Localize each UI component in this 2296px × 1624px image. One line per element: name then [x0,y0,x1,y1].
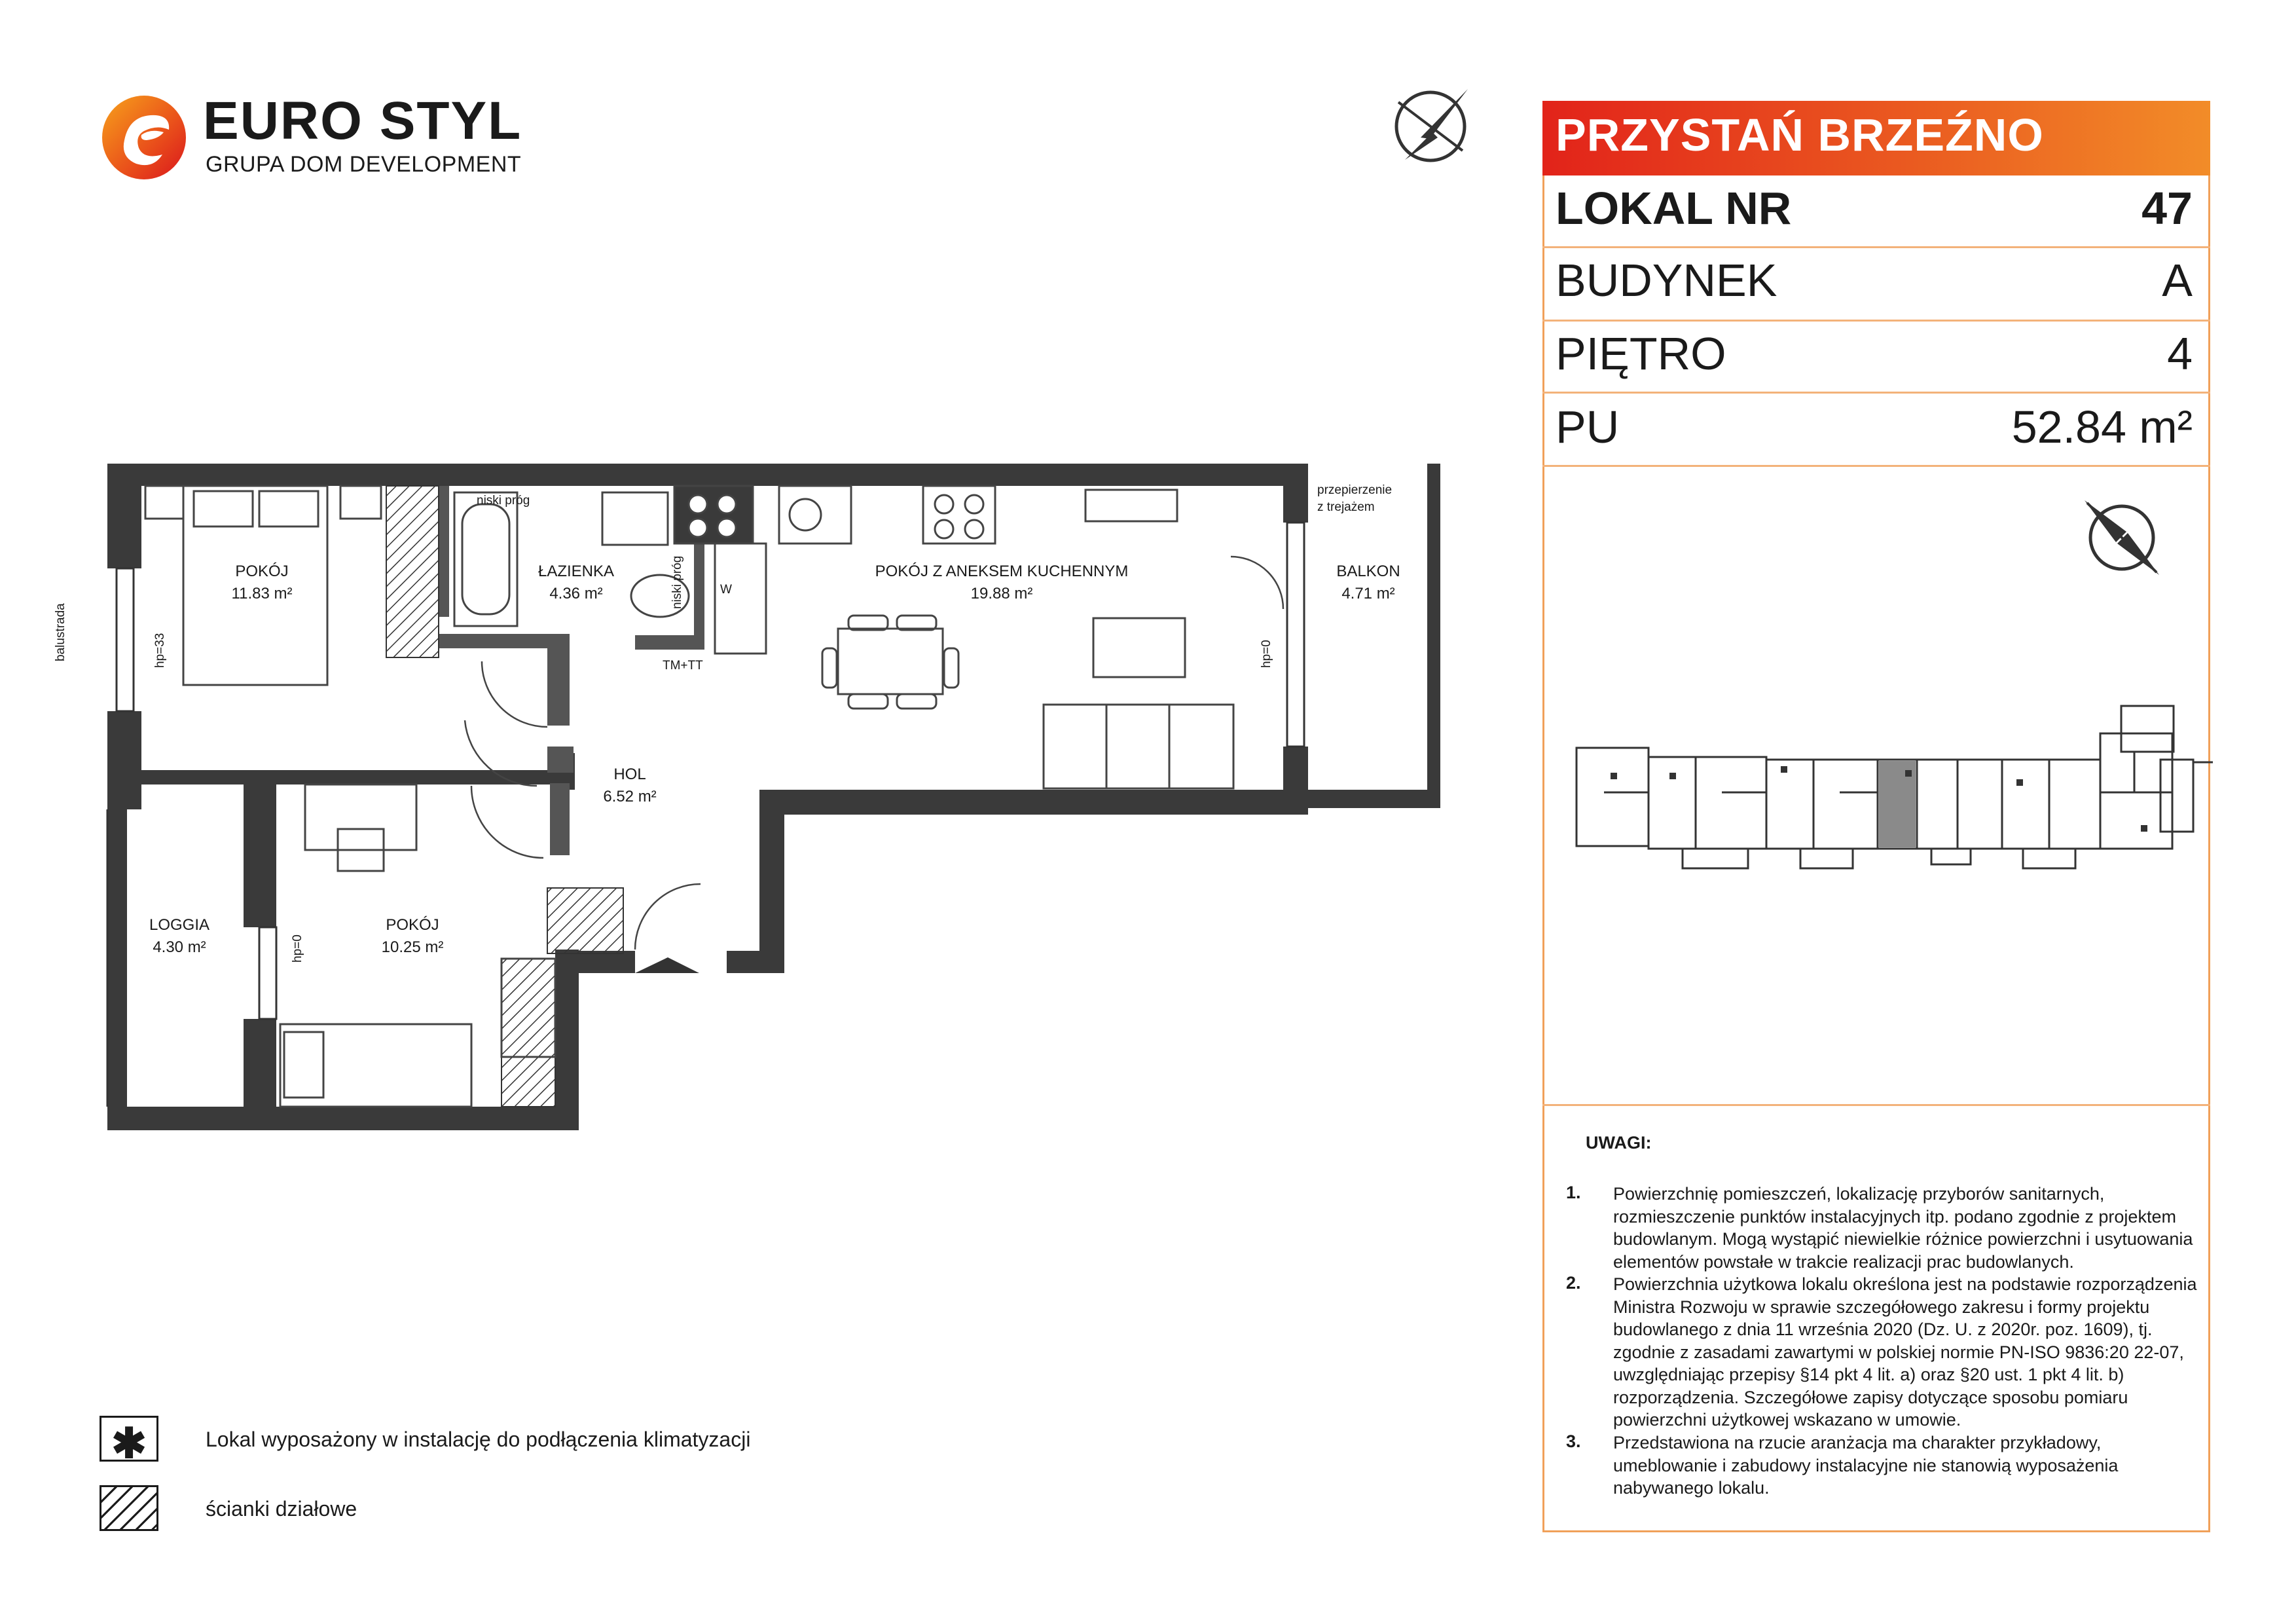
room-area: 19.88 m² [970,585,1033,602]
room-area: 6.52 m² [603,788,657,805]
lokal-value: 47 [2141,183,2193,234]
row-divider [1542,246,2210,248]
partition-wall-legend-icon [100,1485,158,1531]
note-number: 2. [1566,1273,1581,1293]
annotation: balustrada [54,603,67,661]
room-name: ŁAZIENKA [538,563,615,580]
room-name: POKÓJ [235,563,289,580]
annotation: z trejażem [1317,500,1375,514]
pu-value: 52.84 m² [2011,401,2193,452]
annotation: przepierzenie [1317,483,1393,497]
pu-label: PU [1556,401,1620,452]
pietro-label: PIĘTRO [1556,328,1726,379]
budynek-value: A [2162,255,2193,306]
note-text: Przedstawiona na rzucie aranżacja ma charakter przykładowy, umeblowanie i zabudowy instalacyjne nie stanowią wyposażenia nabywanego lokalu. [1613,1433,2119,1498]
entrance-arrow-icon [635,957,699,973]
note-text: Powierzchnię pomieszczeń, lokalizację przyborów sanitarnych, rozmieszczenie punktów instalacyjnych itp. podano zgodnie z projektem budowlanym. Mogą wystąpić niewielkie różnice powierzchni i usytuowania elementów powstałe w trakcie realizacji prac budowlanych. [1613,1184,2193,1272]
row-divider [1542,320,2210,322]
row-divider [1542,392,2210,394]
note-text: Powierzchnia użytkowa lokalu określona jest na podstawie rozporządzenia Ministra Rozwoju w sprawie szczegółowego zakresu i formy projektu budowlanego z dnia 11 września 2020 (Dz. U. z 2020r. poz. 1609), tj. zgodnie z zasadami zawartymi w polskiej normie PN-ISO 9836:20 22-07, uwzględniając przepisy §14 pkt 4 lit. a) oraz §20 ust. 1 pkt 4 lit. b) rozporządzenia. Szczegółowe zapisy dotyczące sposobu pomiaru powierzchni użytkowej wskazano w umowie. [1613,1274,2197,1430]
exterior-walls [107,464,1440,1130]
annotation: hp=0 [1260,640,1273,668]
room-area: 4.71 m² [1341,585,1395,602]
annotation: hp=0 [291,934,304,963]
lokal-label: LOKAL NR [1556,183,1792,234]
ac-legend-text: Lokal wyposażony w instalację do podłączenia klimatyzacji [206,1428,751,1451]
building-key-plan [1565,694,2213,891]
annotation: W [720,583,732,597]
room-area: 4.30 m² [153,938,206,956]
ac-legend-icon: ✱ [100,1416,158,1462]
floor-plan [0,0,1506,1153]
annotation: TM+TT [663,659,703,673]
room-name: POKÓJ Z ANEKSEM KUCHENNYM [875,563,1129,580]
budynek-label: BUDYNEK [1556,255,1777,306]
annotation: niski próg [670,555,684,609]
room-area: 4.36 m² [549,585,603,602]
notes-title: UWAGI: [1586,1133,1652,1153]
compass-icon [2078,494,2166,581]
room-area: 11.83 m² [231,585,293,602]
note-number: 3. [1566,1431,1581,1451]
annotation: niski próg [477,494,530,507]
room-name: HOL [613,766,646,783]
project-title: PRZYSTAŃ BRZEŹNO [1556,109,2044,160]
room-name: BALKON [1336,563,1400,580]
room-name: LOGGIA [149,916,210,934]
pietro-value: 4 [2167,328,2193,379]
partition-legend-text: ścianki działowe [206,1497,357,1521]
brand-tagline: GRUPA DOM DEVELOPMENT [206,152,522,177]
annotation: hp=33 [153,633,167,668]
brand-name: EURO STYL [203,91,522,151]
room-name: POKÓJ [386,916,439,934]
note-number: 1. [1566,1183,1581,1202]
notes-divider [1542,1104,2210,1106]
room-area: 10.25 m² [381,938,444,956]
row-divider [1542,465,2210,467]
